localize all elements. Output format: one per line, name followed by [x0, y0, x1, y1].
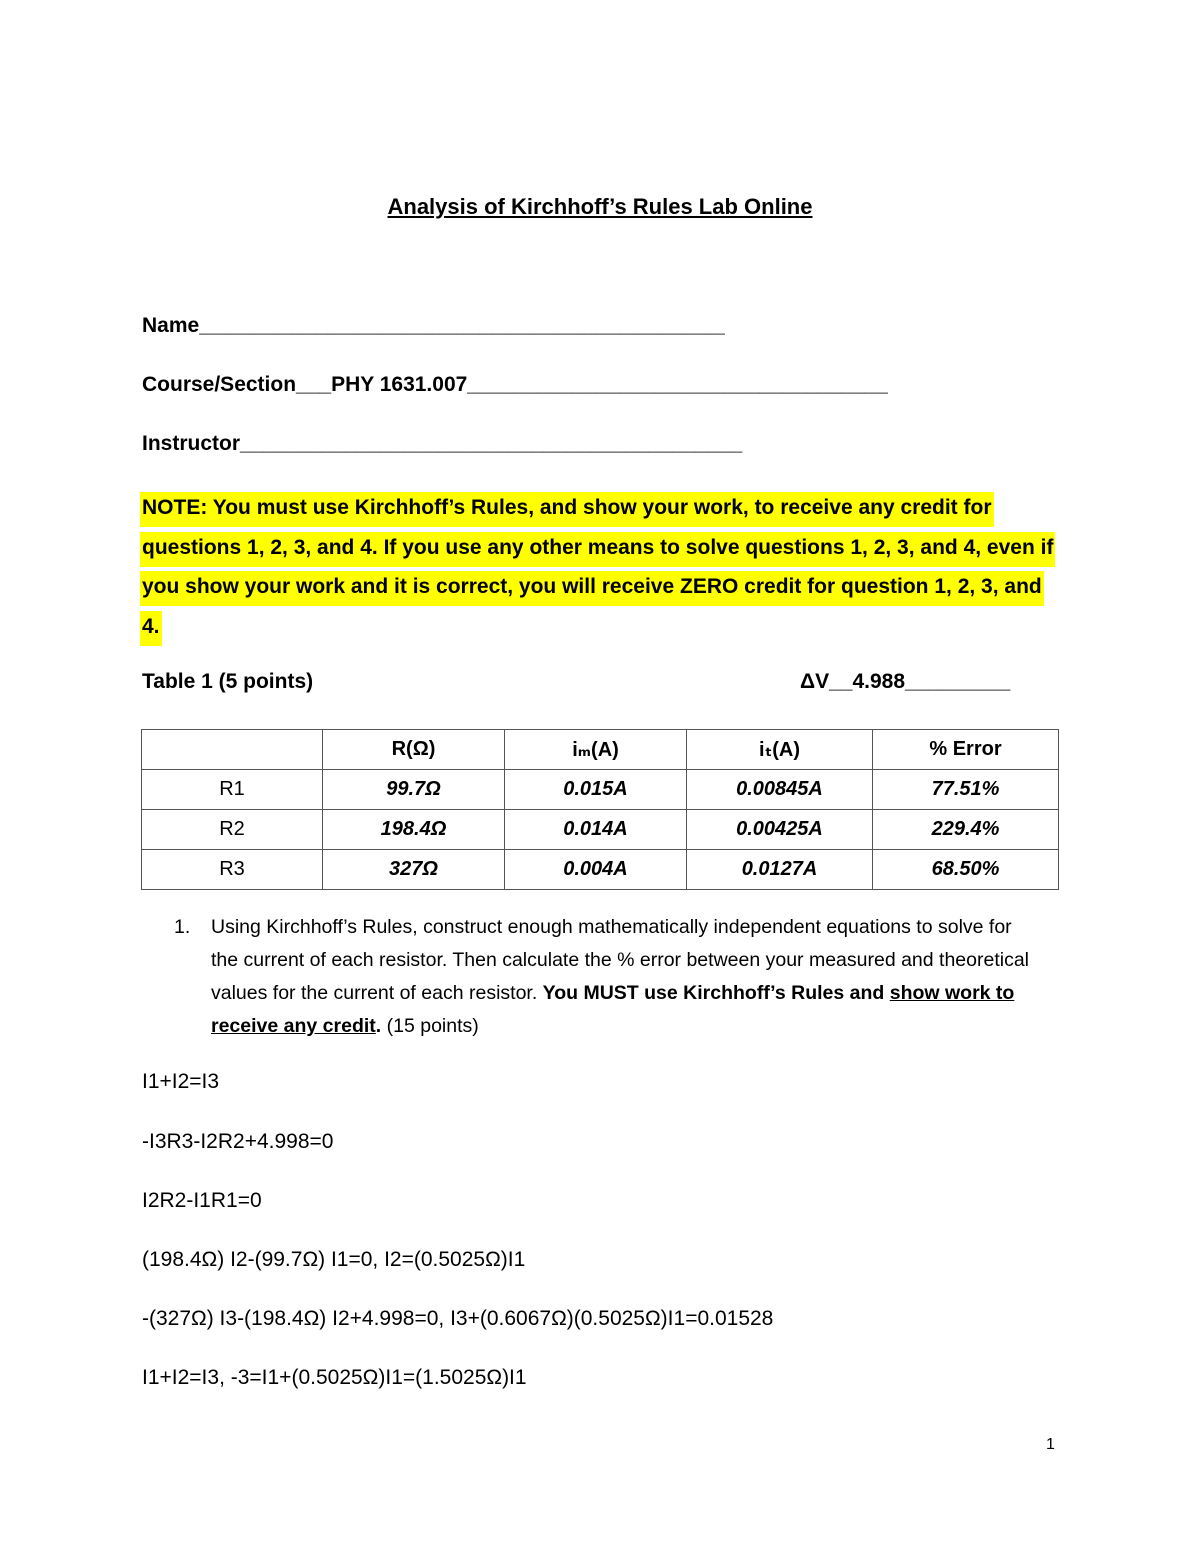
question-requirement: You MUST use Kirchhoff’s Rules and	[542, 982, 890, 1004]
name-line: _____________________________________________	[199, 314, 725, 337]
instructor-line: ___________________________________________	[240, 432, 743, 455]
header-measured-current: iₘ(A)	[505, 730, 687, 770]
delta-v-value: ΔV__4.988_________	[800, 670, 1011, 693]
course-section-field	[142, 373, 888, 397]
theoretical-current-value: 0.00845A	[687, 770, 873, 810]
question-instructions: Using Kirchhoff’s Rules, construct enough mathematically independent equations to solve for the current of each resistor. Then calculate the % error between your measured and theoretical values for the current of each resistor.	[211, 916, 1030, 1004]
percent-error-value: 68.50%	[873, 850, 1059, 890]
percent-error-value: 77.51%	[873, 770, 1059, 810]
table-caption: Table 1 (5 points)	[142, 670, 314, 693]
equation-line: I1+I2=I3, -3=I1+(0.5025Ω)I1=(1.5025Ω)I1	[142, 1366, 527, 1389]
question-1	[174, 911, 1034, 1043]
question-number: 1.	[174, 916, 191, 938]
note-text: NOTE: You must use Kirchhoff’s Rules, and show your work, to receive any credit for questions 1, 2, 3, and 4. If you use any other means to solve questions 1, 2, 3, and 4, even if you show your work and it is correct, you will receive ZERO credit for question 1, 2, 3, and 4.	[140, 492, 1055, 646]
instructor-field	[142, 432, 742, 456]
table-header-row	[142, 730, 1059, 770]
name-label: Name	[142, 314, 200, 337]
course-value: ___PHY 1631.007____________________________________	[296, 373, 888, 396]
credit-note	[140, 488, 1060, 646]
header-cell	[142, 730, 323, 770]
row-label: R3	[142, 850, 323, 890]
table-row	[142, 810, 1059, 850]
page-title: Analysis of Kirchhoff’s Rules Lab Online	[387, 194, 813, 219]
row-label: R1	[142, 770, 323, 810]
row-label: R2	[142, 810, 323, 850]
measured-current-value: 0.015A	[505, 770, 687, 810]
measured-current-value: 0.014A	[505, 810, 687, 850]
table-row	[142, 850, 1059, 890]
header-theoretical-current: iₜ(A)	[687, 730, 873, 770]
course-label: Course/Section	[142, 373, 297, 396]
equation-line: I2R2-I1R1=0	[142, 1189, 262, 1212]
table-row	[142, 770, 1059, 810]
results-table	[141, 729, 1059, 890]
equation-line: (198.4Ω) I2-(99.7Ω) I1=0, I2=(0.5025Ω)I1	[142, 1248, 526, 1271]
header-resistance: R(Ω)	[323, 730, 505, 770]
equation-line: -(327Ω) I3-(198.4Ω) I2+4.998=0, I3+(0.6067Ω)(0.5025Ω)I1=0.01528	[142, 1307, 774, 1330]
percent-error-value: 229.4%	[873, 810, 1059, 850]
instructor-label: Instructor	[142, 432, 241, 455]
theoretical-current-value: 0.00425A	[687, 810, 873, 850]
equation-line: I1+I2=I3	[142, 1070, 220, 1093]
name-field	[142, 314, 725, 338]
question-points: (15 points)	[381, 1015, 479, 1037]
question-period: .	[375, 1015, 382, 1037]
measured-current-value: 0.004A	[505, 850, 687, 890]
resistance-value: 198.4Ω	[323, 810, 505, 850]
theoretical-current-value: 0.0127A	[687, 850, 873, 890]
header-percent-error: % Error	[873, 730, 1059, 770]
question-text	[211, 911, 1034, 1043]
equation-line: -I3R3-I2R2+4.998=0	[142, 1130, 334, 1153]
page-number: 1	[1046, 1436, 1055, 1453]
question-requirement-underlined: show work to receive any credit	[211, 982, 1015, 1037]
resistance-value: 327Ω	[323, 850, 505, 890]
resistance-value: 99.7Ω	[323, 770, 505, 810]
